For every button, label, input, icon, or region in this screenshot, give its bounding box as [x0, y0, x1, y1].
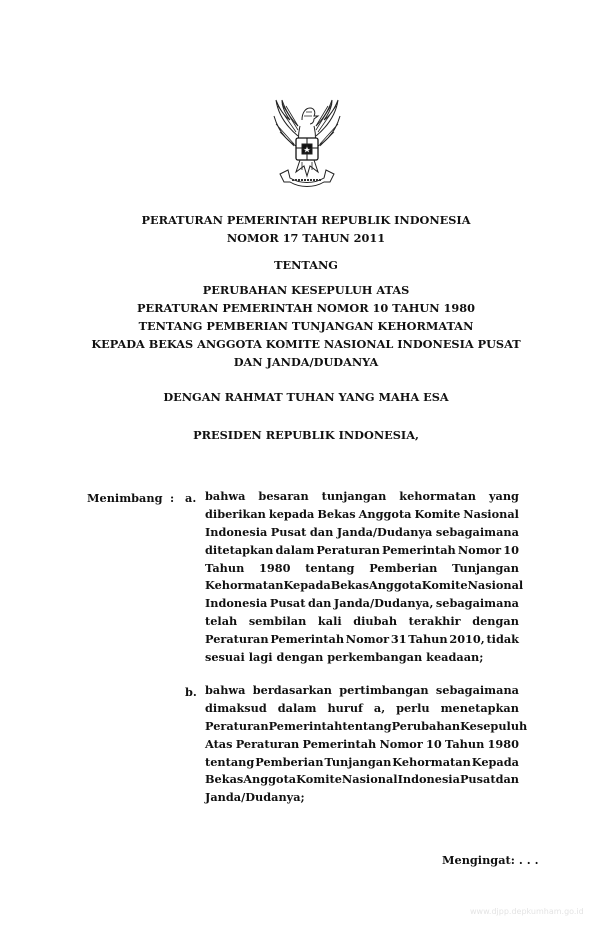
paragraph-line: bahwa besaran tunjangan kehormatan yang [205, 489, 519, 503]
item-letter-a: a. [185, 491, 197, 505]
title-line-4: KEPADA BEKAS ANGGOTA KOMITE NASIONAL INDONESIA PUSAT [91, 337, 521, 351]
paragraph-line: sesuai lagi dengan perkembangan keadaan; [205, 650, 484, 665]
item-letter-b: b. [185, 685, 197, 699]
paragraph-line: Indonesia Pusat dan Janda/Dudanya, sebagaimana [205, 596, 519, 611]
paragraph-line: Tahun 1980 tentang Pemberian Tunjangan [205, 560, 519, 575]
paragraph-line: Janda/Dudanya; [205, 790, 305, 805]
watermark-url: www.djpp.depkumham.go.id [470, 907, 584, 916]
continuation-mengingat: Mengingat: . . . [442, 853, 539, 867]
consideration-b-text [205, 682, 528, 807]
garuda-emblem-icon [268, 96, 346, 194]
paragraph-line: Peraturan Pemerintah tentang Perubahan Kesepuluh [205, 718, 528, 733]
paragraph-line: Atas Peraturan Pemerintah Nomor 10 Tahun 1980 [205, 736, 519, 751]
paragraph-line: tentang Pemberian Tunjangan Kehormatan Kepada [205, 754, 519, 769]
title-line-5: DAN JANDA/DUDANYA [233, 355, 379, 369]
issuer-line: PRESIDEN REPUBLIK INDONESIA, [193, 428, 419, 442]
paragraph-line: Peraturan Pemerintah Nomor 31 Tahun 2010, tidak [205, 632, 519, 647]
menimbang-label: Menimbang [87, 491, 163, 505]
consideration-a-text [205, 488, 524, 667]
paragraph-line: Kehormatan Kepada Bekas Anggota Komite Nasional [205, 578, 524, 593]
invocation-line: DENGAN RAHMAT TUHAN YANG MAHA ESA [163, 390, 449, 404]
menimbang-colon: : [170, 491, 175, 505]
regulation-number: NOMOR 17 TAHUN 2011 [226, 231, 386, 245]
paragraph-line: Bekas Anggota Komite Nasional Indonesia Pusat dan [205, 772, 519, 787]
title-line-3: TENTANG PEMBERIAN TUNJANGAN KEHORMATAN [138, 319, 474, 333]
paragraph-line: bahwa berdasarkan pertimbangan sebagaimana [205, 683, 519, 697]
tentang-heading: TENTANG [274, 258, 338, 272]
paragraph-line: ditetapkan dalam Peraturan Pemerintah Nomor 10 [205, 542, 519, 557]
title-line-1: PERUBAHAN KESEPULUH ATAS [202, 283, 410, 297]
paragraph-line: Indonesia Pusat dan Janda/Dudanya sebagaimana [205, 524, 519, 539]
regulation-type-heading: PERATURAN PEMERINTAH REPUBLIK INDONESIA [141, 213, 471, 227]
paragraph-line: telah sembilan kali diubah terakhir dengan [205, 614, 519, 629]
paragraph-line: dimaksud dalam huruf a, perlu menetapkan [205, 700, 519, 715]
paragraph-line: diberikan kepada Bekas Anggota Komite Nasional [205, 506, 519, 521]
title-line-2: PERATURAN PEMERINTAH NOMOR 10 TAHUN 1980 [137, 301, 475, 315]
